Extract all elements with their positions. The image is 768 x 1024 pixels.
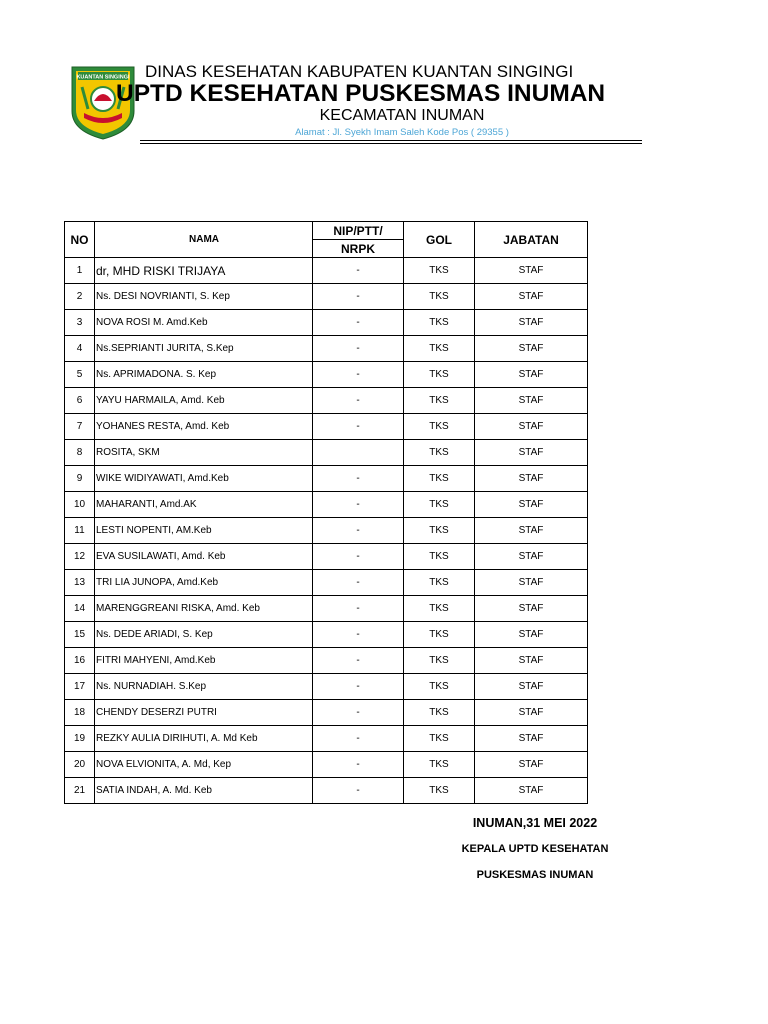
header-rule-bottom xyxy=(140,143,642,144)
row-gol: TKS xyxy=(404,414,475,440)
row-gol: TKS xyxy=(404,648,475,674)
row-jabatan: STAF xyxy=(475,700,588,726)
row-no: 18 xyxy=(65,700,95,726)
row-no: 5 xyxy=(65,362,95,388)
row-nama: NOVA ELVIONITA, A. Md, Kep xyxy=(95,752,313,778)
row-gol: TKS xyxy=(404,596,475,622)
table-row xyxy=(65,440,588,466)
row-no: 11 xyxy=(65,518,95,544)
table-row xyxy=(65,544,588,570)
row-gol: TKS xyxy=(404,284,475,310)
row-jabatan: STAF xyxy=(475,336,588,362)
table-row xyxy=(65,388,588,414)
row-no: 16 xyxy=(65,648,95,674)
row-jabatan: STAF xyxy=(475,544,588,570)
row-nip: - xyxy=(313,414,404,440)
row-nip: - xyxy=(313,388,404,414)
row-nip: - xyxy=(313,518,404,544)
table-row xyxy=(65,518,588,544)
row-gol: TKS xyxy=(404,544,475,570)
row-gol: TKS xyxy=(404,752,475,778)
row-nama: MAHARANTI, Amd.AK xyxy=(95,492,313,518)
row-no: 10 xyxy=(65,492,95,518)
row-gol: TKS xyxy=(404,674,475,700)
row-no: 7 xyxy=(65,414,95,440)
row-no: 6 xyxy=(65,388,95,414)
table-row xyxy=(65,466,588,492)
table-row xyxy=(65,258,588,284)
row-nama: Ns.SEPRIANTI JURITA, S.Kep xyxy=(95,336,313,362)
row-nip: - xyxy=(313,284,404,310)
row-gol: TKS xyxy=(404,518,475,544)
col-header-no: NO xyxy=(65,222,95,258)
row-nip: - xyxy=(313,466,404,492)
district-name: KECAMATAN INUMAN xyxy=(319,107,485,124)
row-nama: Ns. NURNADIAH. S.Kep xyxy=(95,674,313,700)
row-gol: TKS xyxy=(404,570,475,596)
row-nama: Ns. DEDE ARIADI, S. Kep xyxy=(95,622,313,648)
table-row xyxy=(65,596,588,622)
col-header-jabatan: JABATAN xyxy=(475,222,588,258)
row-nama: LESTI NOPENTI, AM.Keb xyxy=(95,518,313,544)
row-jabatan: STAF xyxy=(475,752,588,778)
row-jabatan: STAF xyxy=(475,284,588,310)
row-gol: TKS xyxy=(404,622,475,648)
table-row xyxy=(65,570,588,596)
row-nama: CHENDY DESERZI PUTRI xyxy=(95,700,313,726)
row-no: 1 xyxy=(65,258,95,284)
row-gol: TKS xyxy=(404,492,475,518)
signatory-title: KEPALA UPTD KESEHATAN xyxy=(461,843,609,855)
row-nip: - xyxy=(313,492,404,518)
col-header-nama: NAMA xyxy=(95,222,313,258)
row-no: 2 xyxy=(65,284,95,310)
row-nip: - xyxy=(313,596,404,622)
row-nip: - xyxy=(313,622,404,648)
row-nip: - xyxy=(313,778,404,804)
row-no: 12 xyxy=(65,544,95,570)
row-nama: NOVA ROSI M. Amd.Keb xyxy=(95,310,313,336)
row-nama: YAYU HARMAILA, Amd. Keb xyxy=(95,388,313,414)
table-row xyxy=(65,752,588,778)
row-nip: - xyxy=(313,674,404,700)
row-nip: - xyxy=(313,700,404,726)
row-jabatan: STAF xyxy=(475,388,588,414)
row-nip: - xyxy=(313,544,404,570)
row-no: 17 xyxy=(65,674,95,700)
row-jabatan: STAF xyxy=(475,440,588,466)
table-row xyxy=(65,622,588,648)
row-nip: - xyxy=(313,752,404,778)
logo-text: KUANTAN SINGINGI xyxy=(76,74,130,81)
table-row xyxy=(65,336,588,362)
row-nip xyxy=(313,440,404,466)
row-nama: YOHANES RESTA, Amd. Keb xyxy=(95,414,313,440)
row-no: 14 xyxy=(65,596,95,622)
row-no: 19 xyxy=(65,726,95,752)
row-nama: EVA SUSILAWATI, Amd. Keb xyxy=(95,544,313,570)
row-nama: MARENGGREANI RISKA, Amd. Keb xyxy=(95,596,313,622)
row-jabatan: STAF xyxy=(475,258,588,284)
agency-name: DINAS KESEHATAN KABUPATEN KUANTAN SINGINGI xyxy=(145,62,574,81)
table-row xyxy=(65,284,588,310)
row-jabatan: STAF xyxy=(475,648,588,674)
row-nama: Ns. APRIMADONA. S. Kep xyxy=(95,362,313,388)
row-jabatan: STAF xyxy=(475,310,588,336)
row-no: 20 xyxy=(65,752,95,778)
signatory-institution: PUSKESMAS INUMAN xyxy=(476,869,594,881)
row-jabatan: STAF xyxy=(475,466,588,492)
row-jabatan: STAF xyxy=(475,414,588,440)
table-row xyxy=(65,778,588,804)
row-jabatan: STAF xyxy=(475,570,588,596)
staff-table xyxy=(64,221,588,804)
table-row xyxy=(65,700,588,726)
row-gol: TKS xyxy=(404,258,475,284)
row-nama: TRI LIA JUNOPA, Amd.Keb xyxy=(95,570,313,596)
row-nip: - xyxy=(313,362,404,388)
table-row xyxy=(65,492,588,518)
row-nip: - xyxy=(313,570,404,596)
row-jabatan: STAF xyxy=(475,622,588,648)
row-nip: - xyxy=(313,258,404,284)
institution-name: UPTD KESEHATAN PUSKESMAS INUMAN xyxy=(116,80,606,107)
row-gol: TKS xyxy=(404,336,475,362)
row-nip: - xyxy=(313,648,404,674)
row-jabatan: STAF xyxy=(475,674,588,700)
header-rule-top xyxy=(140,140,642,141)
row-nama: ROSITA, SKM xyxy=(95,440,313,466)
table-row xyxy=(65,726,588,752)
table-row xyxy=(65,414,588,440)
address: Alamat : Jl. Syekh Imam Saleh Kode Pos ( 29355 ) xyxy=(295,127,509,138)
place-date: INUMAN,31 MEI 2022 xyxy=(472,816,598,830)
row-jabatan: STAF xyxy=(475,778,588,804)
row-gol: TKS xyxy=(404,362,475,388)
table-row xyxy=(65,674,588,700)
row-gol: TKS xyxy=(404,388,475,414)
row-gol: TKS xyxy=(404,466,475,492)
row-nip: - xyxy=(313,310,404,336)
row-nip: - xyxy=(313,336,404,362)
row-no: 3 xyxy=(65,310,95,336)
table-row xyxy=(65,310,588,336)
row-no: 8 xyxy=(65,440,95,466)
row-no: 15 xyxy=(65,622,95,648)
col-header-nip-line1: NIP/PTT/ xyxy=(313,222,404,240)
row-gol: TKS xyxy=(404,700,475,726)
row-nama: SATIA INDAH, A. Md. Keb xyxy=(95,778,313,804)
col-header-nip-line2: NRPK xyxy=(313,240,404,258)
row-jabatan: STAF xyxy=(475,726,588,752)
row-nip: - xyxy=(313,726,404,752)
row-gol: TKS xyxy=(404,778,475,804)
row-nama: WIKE WIDIYAWATI, Amd.Keb xyxy=(95,466,313,492)
row-no: 21 xyxy=(65,778,95,804)
table-row xyxy=(65,648,588,674)
row-no: 4 xyxy=(65,336,95,362)
row-jabatan: STAF xyxy=(475,362,588,388)
row-gol: TKS xyxy=(404,440,475,466)
row-no: 13 xyxy=(65,570,95,596)
row-nama: Ns. DESI NOVRIANTI, S. Kep xyxy=(95,284,313,310)
row-no: 9 xyxy=(65,466,95,492)
table-row xyxy=(65,362,588,388)
row-nama: FITRI MAHYENI, Amd.Keb xyxy=(95,648,313,674)
row-jabatan: STAF xyxy=(475,518,588,544)
row-gol: TKS xyxy=(404,310,475,336)
row-gol: TKS xyxy=(404,726,475,752)
row-jabatan: STAF xyxy=(475,596,588,622)
row-nama: REZKY AULIA DIRIHUTI, A. Md Keb xyxy=(95,726,313,752)
row-nama: dr, MHD RISKI TRIJAYA xyxy=(95,258,313,284)
row-jabatan: STAF xyxy=(475,492,588,518)
col-header-gol: GOL xyxy=(404,222,475,258)
